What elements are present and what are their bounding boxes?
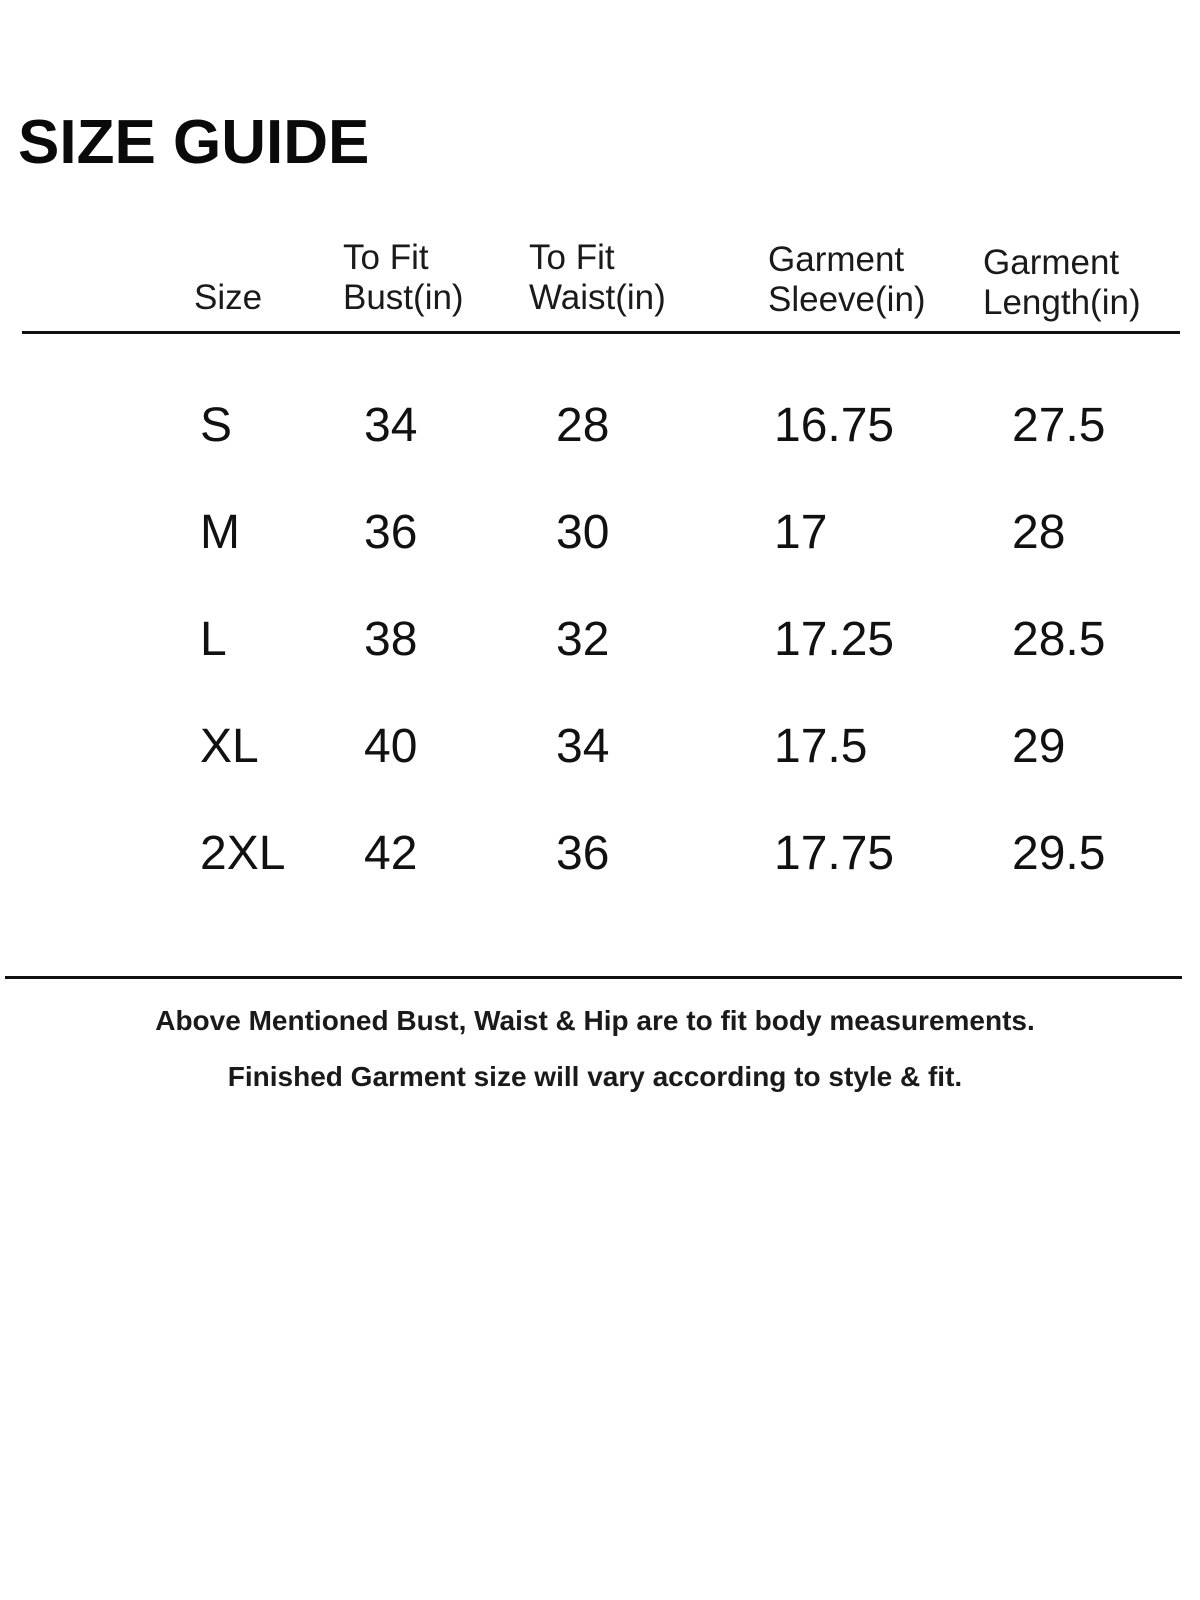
header-length-line2: Length(in)	[983, 283, 1141, 322]
cell-waist: 36	[556, 827, 610, 880]
header-size-label: Size	[194, 278, 263, 317]
cell-bust: 42	[364, 827, 418, 880]
cell-sleeve: 17	[774, 506, 828, 559]
header-sleeve-line1: Garment	[768, 240, 905, 279]
cell-size: 2XL	[200, 827, 286, 880]
cell-bust: 40	[364, 720, 418, 773]
header-waist	[529, 238, 666, 318]
note-body-measurements: Above Mentioned Bust, Waist & Hip are to fit body measurements.	[155, 1005, 1035, 1036]
header-bust-line2: Bust(in)	[343, 278, 464, 317]
cell-waist: 34	[556, 720, 610, 773]
header-bust	[343, 238, 464, 318]
cell-size: M	[200, 506, 240, 559]
header-bust-line1: To Fit	[343, 238, 429, 277]
cell-waist: 30	[556, 506, 610, 559]
cell-length: 27.5	[1012, 399, 1106, 452]
cell-waist: 28	[556, 399, 610, 452]
cell-size: L	[200, 613, 227, 666]
page-title: SIZE GUIDE	[18, 108, 370, 177]
cell-length: 29.5	[1012, 827, 1106, 880]
cell-sleeve: 17.75	[774, 827, 895, 880]
cell-sleeve: 17.5	[774, 720, 868, 773]
cell-bust: 34	[364, 399, 418, 452]
cell-length: 29	[1012, 720, 1066, 773]
header-sleeve	[768, 240, 926, 320]
footer-divider	[5, 976, 1182, 979]
note-garment-fit: Finished Garment size will vary according to style & fit.	[227, 1061, 963, 1092]
cell-size: XL	[200, 720, 259, 773]
cell-waist: 32	[556, 613, 610, 666]
cell-size: S	[200, 399, 233, 452]
cell-length: 28.5	[1012, 613, 1106, 666]
header-size	[194, 278, 262, 318]
header-length-line1: Garment	[983, 243, 1120, 282]
cell-bust: 38	[364, 613, 418, 666]
header-length	[983, 243, 1141, 323]
cell-length: 28	[1012, 506, 1066, 559]
header-waist-line1: To Fit	[529, 238, 615, 277]
header-waist-line2: Waist(in)	[529, 278, 666, 317]
cell-sleeve: 16.75	[774, 399, 895, 452]
header-divider	[22, 331, 1180, 334]
cell-sleeve: 17.25	[774, 613, 895, 666]
cell-bust: 36	[364, 506, 418, 559]
header-sleeve-line2: Sleeve(in)	[768, 280, 926, 319]
